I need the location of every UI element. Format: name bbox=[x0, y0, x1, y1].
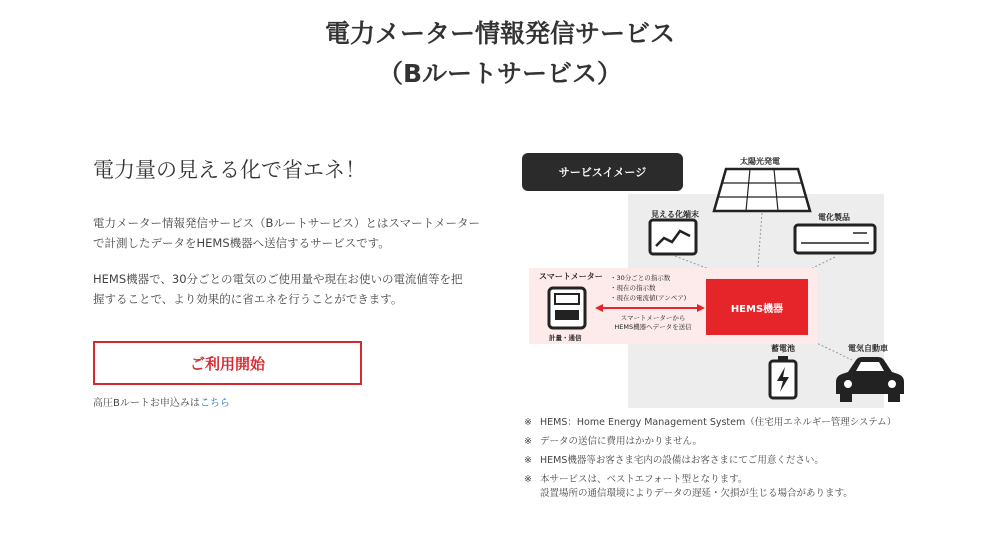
page-title-line2: （Bルートサービス） bbox=[377, 59, 623, 88]
meter-data-item: ・現在の電流値(アンペア) bbox=[610, 294, 687, 302]
note-mark: ※ bbox=[524, 436, 532, 447]
note-text-line2: 設置場所の通信環境によりデータの遅延・欠損が生じる場合があります。 bbox=[540, 488, 853, 499]
arrow-caption-line1: スマートメーターから bbox=[620, 314, 686, 322]
monitor-label: 見える化端末 bbox=[651, 210, 699, 219]
description-2-line1: HEMS機器で、30分ごとの電気のご使用量や現在お使いの電流値等を把 bbox=[93, 272, 463, 286]
note-text bbox=[540, 473, 853, 501]
description-1-line1: 電力メーター情報発信サービス（Bルートサービス）とはスマートメーター bbox=[93, 216, 481, 230]
note-text-line1: 本サービスは、ベストエフォート型となります。 bbox=[540, 474, 748, 485]
start-service-button[interactable]: ご利用開始 bbox=[93, 341, 362, 385]
arrow-caption bbox=[605, 314, 701, 332]
meter-data-list bbox=[610, 273, 686, 303]
car-icon bbox=[834, 352, 906, 404]
note-mark: ※ bbox=[524, 417, 532, 428]
air-conditioner-icon bbox=[793, 223, 877, 257]
hems-device-box: HEMS機器 bbox=[706, 279, 808, 335]
note-text: HEMS機器等お客さま宅内の設備はお客さまにてご用意ください。 bbox=[540, 455, 824, 466]
service-image-badge: サービスイメージ bbox=[522, 153, 683, 191]
smart-meter-icon bbox=[546, 286, 588, 330]
description-2 bbox=[93, 269, 483, 309]
notes-list bbox=[524, 416, 896, 506]
note-mark: ※ bbox=[524, 474, 532, 485]
note-text: HEMS：Home Energy Management System（住宅用エネルギー管理システム） bbox=[540, 417, 897, 428]
meter-sub-label: 計量・通信 bbox=[549, 334, 582, 342]
note-text: データの送信に費用はかかりません。 bbox=[540, 436, 703, 447]
battery-icon bbox=[767, 354, 799, 400]
meter-data-item: ・現在の指示数 bbox=[610, 284, 656, 292]
meter-label: スマートメーター bbox=[539, 272, 603, 281]
page-title bbox=[0, 14, 1000, 94]
car-label: 電気自動車 bbox=[848, 344, 888, 353]
monitor-icon bbox=[648, 218, 698, 256]
note-item bbox=[524, 454, 896, 468]
high-voltage-note-text: 高圧Bルートお申込みは bbox=[93, 398, 200, 409]
note-item bbox=[524, 416, 896, 430]
description-1-line2: で計測したデータをHEMS機器へ送信するサービスです。 bbox=[93, 236, 390, 250]
high-voltage-link[interactable]: こちら bbox=[199, 398, 230, 409]
note-mark: ※ bbox=[524, 455, 532, 466]
solar-label: 太陽光発電 bbox=[740, 157, 780, 166]
solar-panel-icon bbox=[712, 167, 812, 213]
note-item bbox=[524, 435, 896, 449]
page-title-line1: 電力メーター情報発信サービス bbox=[324, 19, 675, 48]
double-arrow-icon bbox=[595, 303, 705, 313]
meter-data-item: ・30分ごとの指示数 bbox=[610, 274, 671, 282]
lead-heading: 電力量の見える化で省エネ！ bbox=[93, 158, 366, 182]
battery-label: 蓄電池 bbox=[771, 344, 795, 353]
arrow-caption-line2: HEMS機器へデータを送信 bbox=[614, 323, 692, 331]
description-1 bbox=[93, 213, 483, 253]
description-2-line2: 握することで、より効果的に省エネを行うことができます。 bbox=[93, 292, 403, 306]
note-item bbox=[524, 473, 896, 501]
high-voltage-note bbox=[93, 394, 230, 409]
appliance-label: 電化製品 bbox=[818, 213, 850, 222]
